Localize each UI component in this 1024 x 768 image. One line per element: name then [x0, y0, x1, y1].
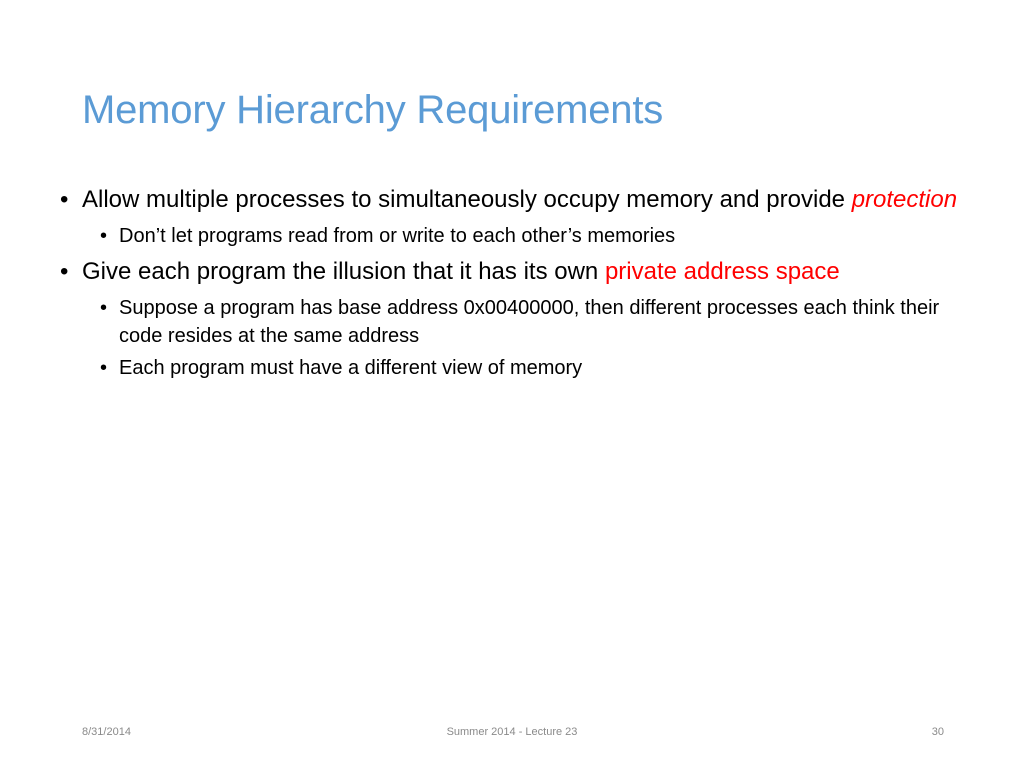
sub-bullet-item	[60, 222, 970, 250]
sub-bullet-icon: •	[100, 225, 108, 247]
bullet-text: Allow multiple processes to simultaneously occupy memory and provide	[82, 186, 852, 213]
sub-bullet-item	[60, 354, 970, 382]
sub-bullet-text: Suppose a program has base address 0x00400000, then different processes each think their code resides at the same address	[119, 297, 940, 347]
slide-content	[60, 184, 970, 386]
bullet-highlight: protection	[851, 186, 958, 213]
sub-bullet-text: Each program must have a different view of memory	[119, 357, 583, 379]
bullet-item	[60, 256, 970, 288]
bullet-item	[60, 184, 970, 216]
bullet-text: Give each program the illusion that it has its own	[82, 258, 605, 285]
footer-date: 8/31/2014	[82, 726, 131, 738]
footer-title: Summer 2014 - Lecture 23	[446, 726, 578, 738]
sub-bullet-text: Don’t let programs read from or write to each other’s memories	[119, 225, 676, 247]
sub-bullet-item	[60, 294, 970, 350]
sub-bullet-icon: •	[100, 357, 108, 379]
bullet-icon: •	[60, 186, 69, 213]
slide-title: Memory Hierarchy Requirements	[82, 88, 664, 132]
bullet-icon: •	[60, 258, 69, 285]
sub-bullet-icon: •	[100, 297, 108, 319]
bullet-highlight: private address space	[604, 258, 840, 285]
footer-page-number: 30	[931, 726, 944, 738]
